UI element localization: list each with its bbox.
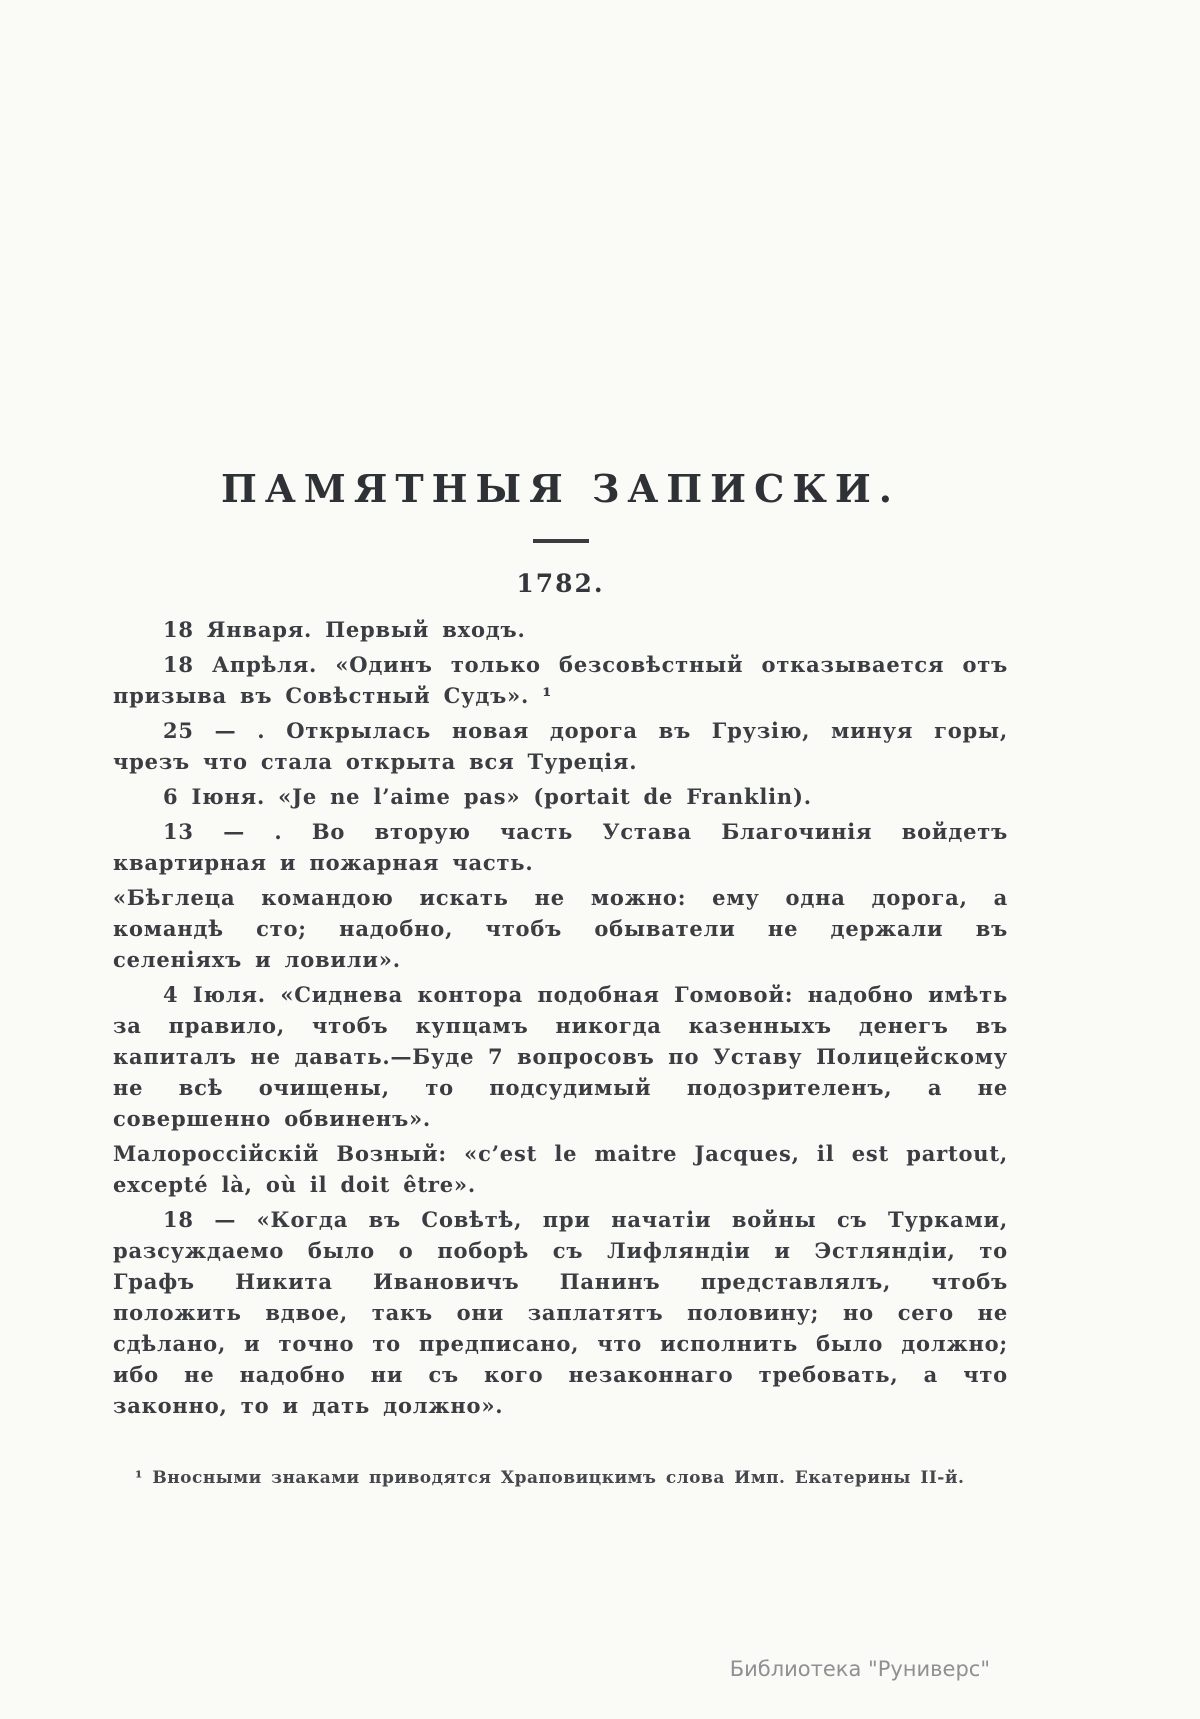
text-block: [113, 466, 1008, 1508]
footnote: ¹ Вносными знаками приводятся Храповицкимъ слова Имп. Екатерины II-й.: [135, 1468, 965, 1488]
entry-paragraph: 18 — «Когда въ Совѣтѣ, при начатіи войны съ Турками, разсуждаемо было о поборѣ съ Лифляндіи и Эстляндіи, то Графъ Никита Ивановичъ Панинъ представлялъ, чтобъ положить вдвое, такъ они заплатятъ половину; но сего не сдѣлано, и точно то предписано, что исполнить было должно; ибо не надобно ни съ кого незаконнаго требовать, а что законно, то и дать должно».: [113, 1207, 1008, 1418]
entries: [113, 614, 1008, 1421]
entry-paragraph: 18 Января. Первый входъ.: [163, 617, 526, 642]
page-title: ПАМЯТНЫЯ ЗАПИСКИ.: [220, 466, 901, 511]
title-divider-rule: [533, 539, 589, 543]
entry-paragraph: 13 — . Во вторую часть Устава Благочинія войдетъ квартирная и пожарная часть.: [113, 819, 1008, 875]
library-watermark: Библиотека "Руниверс": [729, 1657, 990, 1681]
entry-paragraph: 4 Іюля. «Сиднева контора подобная Гомовой: надобно имѣть за правило, чтобъ купцамъ никогда казенныхъ денегъ въ капиталъ не давать.—Буде 7 вопросовъ по Уставу Полицейскому не всѣ очищены, то подсудимый подозрителенъ, а не совершенно обвиненъ».: [113, 982, 1008, 1131]
entry-paragraph: Малороссійскій Возный: «c’est le maitre Jacques, il est partout, excepté là, où il doit être».: [113, 1141, 1008, 1197]
entry-paragraph: «Бѣглеца командою искать не можно: ему одна дорога, а командѣ сто; надобно, чтобъ обыватели не держали въ селеніяхъ и ловили».: [113, 885, 1008, 972]
entry-paragraph: 6 Іюня. «Je ne l’aime pas» (portait de Franklin).: [163, 784, 812, 809]
entry-paragraph: 18 Апрѣля. «Одинъ только безсовѣстный отказывается отъ призыва въ Совѣстный Судъ». ¹: [113, 652, 1008, 708]
year-heading: 1782.: [516, 569, 605, 598]
entry-paragraph: 25 — . Открылась новая дорога въ Грузію, минуя горы, чрезъ что стала открыта вся Туреція.: [113, 718, 1008, 774]
